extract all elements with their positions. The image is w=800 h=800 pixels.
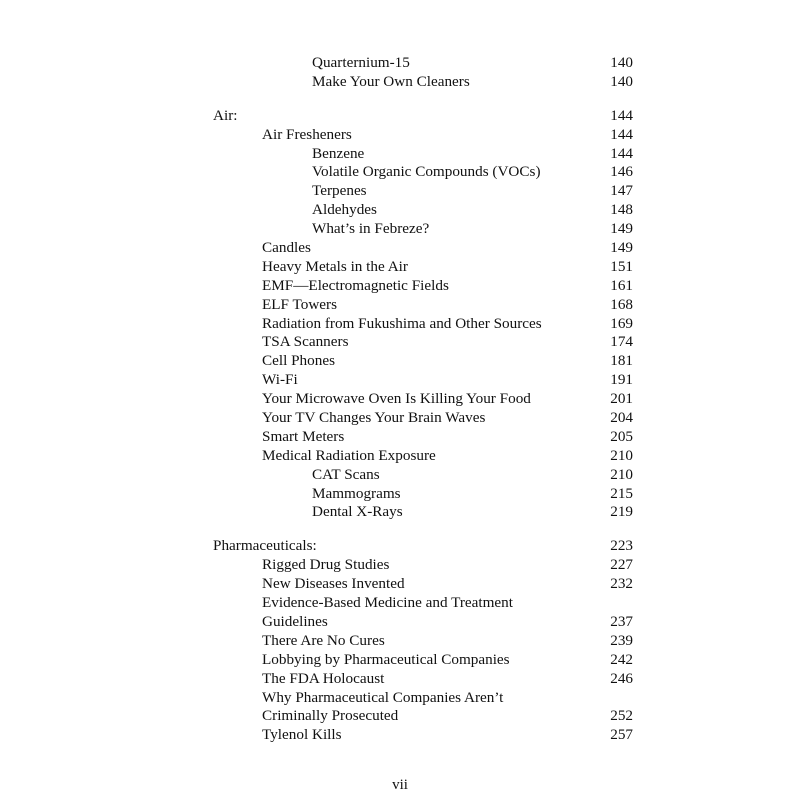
toc-entry: [0, 613, 800, 632]
toc-entry-page-number: 210: [610, 446, 633, 464]
toc-entry: [0, 485, 800, 504]
toc-entry-title: Why Pharmaceutical Companies Aren’t: [262, 688, 504, 706]
toc-entry-page-number: 205: [610, 427, 633, 445]
toc-entry: [0, 632, 800, 651]
toc-entry: [0, 315, 800, 334]
toc-entry-title: Your Microwave Oven Is Killing Your Food: [262, 390, 531, 408]
toc-entry-page-number: 239: [610, 631, 633, 649]
toc-entry-title: Rigged Drug Studies: [262, 556, 390, 574]
toc-entry-title: CAT Scans: [312, 465, 380, 483]
toc-entry: [0, 107, 800, 126]
toc-entry-page-number: 140: [610, 54, 633, 71]
toc-entry-page-number: 149: [610, 220, 633, 238]
toc-entry-title: Lobbying by Pharmaceutical Companies: [262, 650, 510, 668]
toc-entry: [0, 726, 800, 745]
toc-entry-title: Aldehydes: [312, 201, 377, 219]
toc-entry: [0, 447, 800, 466]
toc-entry-page-number: 174: [610, 333, 633, 351]
toc-entry-title: Make Your Own Cleaners: [312, 72, 470, 90]
toc-entry-page-number: 223: [610, 537, 633, 555]
toc-entry-title: ELF Towers: [262, 295, 338, 313]
toc-entry: [0, 277, 800, 296]
toc-entry-title: Mammograms: [312, 484, 401, 502]
toc-entry-page-number: 204: [610, 409, 633, 427]
toc-entry-page-number: 147: [610, 182, 633, 200]
toc-entry: [0, 220, 800, 239]
toc-entry: [0, 670, 800, 689]
toc-entry-title: Pharmaceuticals:: [213, 537, 317, 555]
toc-entry: [0, 239, 800, 258]
toc-entry-page-number: 148: [610, 201, 633, 219]
toc-entry-page-number: 146: [610, 163, 633, 181]
toc-entry-title: Evidence-Based Medicine and Treatment: [262, 594, 513, 612]
toc-entry-title: Candles: [262, 239, 311, 257]
toc-entry: [0, 556, 800, 575]
toc-entry-title: Benzene: [312, 144, 365, 162]
toc-entry: [0, 503, 800, 522]
toc-entry-page-number: 168: [610, 295, 633, 313]
toc-entry-page-number: 237: [610, 612, 633, 630]
toc-entry: [0, 296, 800, 315]
toc-entry-title: The FDA Holocaust: [262, 669, 385, 687]
toc-entry: [0, 145, 800, 164]
toc-entry-page-number: 219: [610, 503, 633, 521]
toc-entry-page-number: 201: [610, 390, 633, 408]
toc-entry-page-number: 191: [610, 371, 633, 389]
toc-entry-page-number: 169: [610, 314, 633, 332]
toc-entry-title: Cell Phones: [262, 352, 335, 370]
toc-entry: [0, 390, 800, 409]
toc-entry-page-number: 210: [610, 465, 633, 483]
toc-entry: [0, 651, 800, 670]
toc-entry-page-number: 246: [610, 669, 633, 687]
toc-entry: [0, 352, 800, 371]
toc-entry-title: Guidelines: [262, 612, 328, 630]
toc-entry: [0, 333, 800, 352]
toc-entry: [0, 201, 800, 220]
toc-entry-title: There Are No Cures: [262, 631, 385, 649]
toc-entry-title: Smart Meters: [262, 427, 345, 445]
toc-entry-title: Volatile Organic Compounds (VOCs): [312, 163, 541, 181]
toc-entry-page-number: 151: [610, 257, 633, 275]
toc-entry: [0, 163, 800, 182]
toc-entry: [0, 428, 800, 447]
toc-entry-title: Medical Radiation Exposure: [262, 446, 436, 464]
toc-entry-title: Tylenol Kills: [262, 726, 342, 744]
toc-entry: [0, 409, 800, 428]
toc-entry: [0, 594, 800, 613]
toc-entry-title: Heavy Metals in the Air: [262, 257, 408, 275]
toc-entry-page-number: 181: [610, 352, 633, 370]
toc-entry-title: Air Fresheners: [262, 125, 352, 143]
toc-entry-title: Air:: [213, 106, 238, 124]
toc-entry-page-number: 144: [610, 125, 633, 143]
toc-entry-page-number: 144: [610, 144, 633, 162]
toc-entry-title: What’s in Febreze?: [312, 220, 430, 238]
toc-entry-page-number: 242: [610, 650, 633, 668]
toc-entry-title: Wi-Fi: [262, 371, 298, 389]
toc-entry: [0, 54, 800, 73]
toc-entry: [0, 258, 800, 277]
toc-entry: [0, 126, 800, 145]
toc-entry-title: EMF—Electromagnetic Fields: [262, 276, 449, 294]
toc-entry-page-number: 149: [610, 239, 633, 257]
toc-entry: [0, 466, 800, 485]
toc-entry-title: Terpenes: [312, 182, 367, 200]
toc-entry: [0, 182, 800, 201]
toc-entry: [0, 707, 800, 726]
toc-entry-page-number: 257: [610, 726, 633, 744]
toc-entry: [0, 575, 800, 594]
toc-entry-page-number: 252: [610, 707, 633, 725]
toc-entry: [0, 689, 800, 708]
toc-entry: [0, 371, 800, 390]
toc-entry-title: New Diseases Invented: [262, 575, 405, 593]
toc-entry-title: Quarternium-15: [312, 54, 410, 71]
toc-entry-title: TSA Scanners: [262, 333, 349, 351]
toc-entry-title: Dental X-Rays: [312, 503, 403, 521]
toc-entry-page-number: 161: [610, 276, 633, 294]
toc-entry-page-number: 140: [610, 72, 633, 90]
toc-entry-title: Your TV Changes Your Brain Waves: [262, 409, 486, 427]
table-of-contents: [0, 54, 800, 745]
toc-entry-page-number: 215: [610, 484, 633, 502]
toc-entry-page-number: 144: [610, 106, 633, 124]
toc-entry-page-number: 227: [610, 556, 633, 574]
toc-entry-title: Criminally Prosecuted: [262, 707, 399, 725]
page-number-folio: vii: [392, 777, 408, 793]
toc-entry: [0, 73, 800, 92]
toc-entry: [0, 537, 800, 556]
toc-entry-title: Radiation from Fukushima and Other Sources: [262, 314, 542, 332]
toc-entry-page-number: 232: [610, 575, 633, 593]
